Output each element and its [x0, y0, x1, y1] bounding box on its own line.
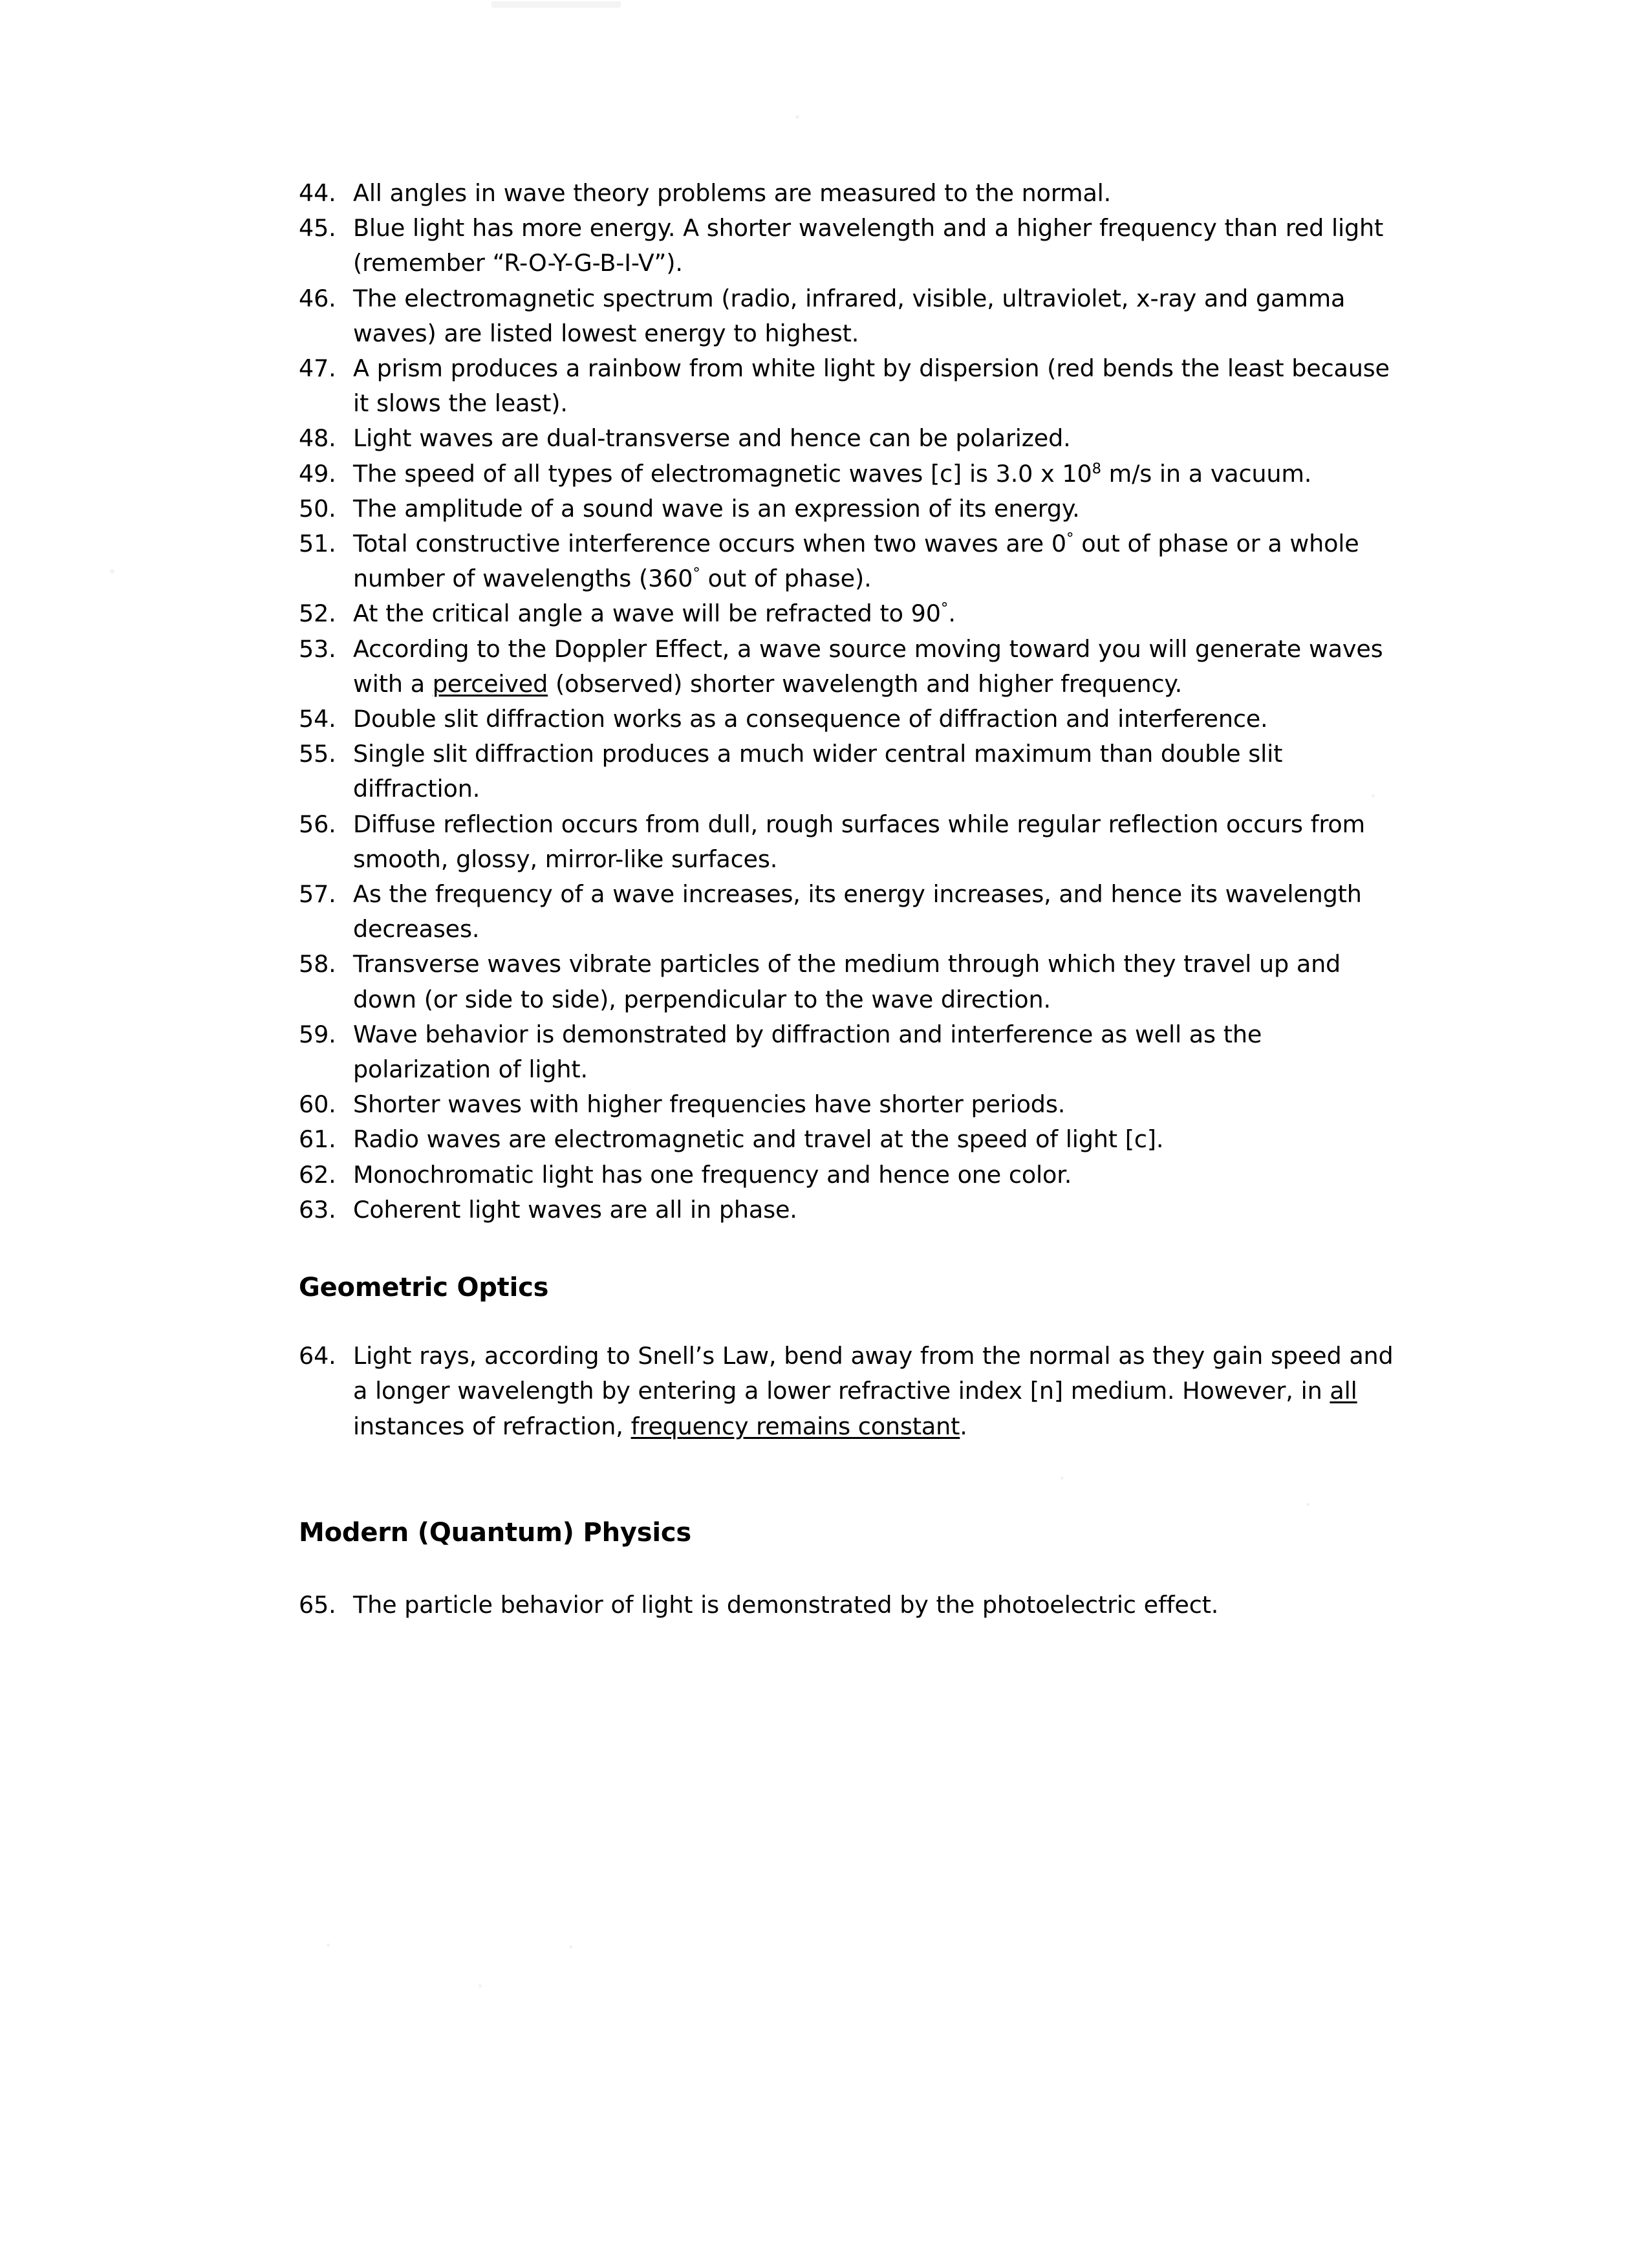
list-item-number: 58. [299, 950, 336, 978]
list-item-text [353, 460, 1311, 488]
list-item [299, 737, 1398, 806]
list-item [299, 351, 1398, 421]
text-run: m/s in a vacuum. [1101, 459, 1312, 488]
list-item [299, 176, 1398, 211]
list-item [299, 1017, 1398, 1087]
list-item-text [353, 285, 1345, 347]
list-item-number: 59. [299, 1020, 336, 1048]
list-item [299, 491, 1398, 526]
text-run: The particle behavior of light is demonstrated by the photoelectric effect. [353, 1590, 1219, 1619]
list-item [299, 632, 1398, 702]
text-run: (observed) shorter wavelength and higher frequency. [548, 669, 1183, 698]
text-run: The amplitude of a sound wave is an expression of its energy. [353, 494, 1080, 523]
list-item-text [353, 495, 1080, 523]
geometric-optics-facts-list [299, 1339, 1398, 1444]
degree-symbol: ° [693, 564, 700, 583]
vertical-spacer [299, 1305, 1398, 1339]
list-item [299, 1087, 1398, 1122]
list-item-text [353, 1090, 1065, 1118]
list-item [299, 457, 1398, 491]
scan-speck [795, 115, 799, 119]
list-item-text [353, 880, 1362, 943]
list-item [299, 702, 1398, 737]
scan-speck [110, 569, 114, 574]
list-item-number: 61. [299, 1125, 336, 1154]
degree-symbol: ° [1066, 528, 1074, 547]
text-run: Shorter waves with higher frequencies have shorter periods. [353, 1090, 1066, 1119]
text-run: Single slit diffraction produces a much wider central maximum than double slit diffraction. [353, 740, 1283, 803]
list-item [299, 947, 1398, 1017]
text-run: A prism produces a rainbow from white light by dispersion (red bends the least because it slows the least). [353, 354, 1390, 418]
list-item-text [353, 424, 1071, 452]
list-item [299, 1158, 1398, 1193]
list-item-number: 64. [299, 1342, 336, 1370]
degree-symbol: ° [940, 599, 949, 618]
list-item [299, 1122, 1398, 1157]
list-item [299, 211, 1398, 281]
text-run: Total constructive interference occurs when two waves are 0 [353, 530, 1066, 558]
text-run: Light waves are dual-transverse and hence can be polarized. [353, 424, 1071, 453]
text-run: The electromagnetic spectrum (radio, infrared, visible, ultraviolet, x-ray and gamma waves) are listed lowest energy to highest. [353, 284, 1346, 347]
vertical-spacer [299, 1227, 1398, 1270]
list-item-number: 53. [299, 634, 336, 663]
list-item-number: 45. [299, 214, 336, 243]
list-item-number: 44. [299, 179, 336, 207]
superscript-exponent: 8 [1092, 460, 1101, 477]
list-item-number: 60. [299, 1090, 336, 1119]
list-item-text [353, 1342, 1394, 1440]
list-item-text [353, 635, 1383, 698]
text-run: Coherent light waves are all in phase. [353, 1195, 797, 1224]
text-run: All angles in wave theory problems are measured to the normal. [353, 179, 1112, 207]
text-run: out of phase or a whole number of wavelengths (360 [353, 530, 1359, 593]
list-item-number: 47. [299, 354, 336, 383]
list-item-number: 62. [299, 1160, 336, 1189]
list-item-number: 48. [299, 424, 336, 453]
list-item-text [353, 1161, 1072, 1189]
list-item-number: 54. [299, 705, 336, 733]
list-item-text [353, 1125, 1163, 1153]
text-run: . [960, 1412, 967, 1440]
list-item [299, 1588, 1398, 1623]
list-item [299, 1339, 1398, 1444]
list-item [299, 1193, 1398, 1227]
scan-speck [479, 1984, 482, 1987]
list-item [299, 807, 1398, 877]
list-item-text [353, 214, 1383, 277]
list-item-text [353, 1196, 797, 1224]
text-run: Light rays, according to Snell’s Law, bend away from the normal as they gain speed and a longer wavelength by entering a lower refractive index [n] medium. However, in [353, 1342, 1394, 1405]
wave-optics-facts-list [299, 176, 1398, 1227]
scan-speck [327, 1943, 330, 1947]
list-item-text [353, 179, 1111, 207]
scan-artifact-top [491, 1, 621, 8]
geometric-optics-heading: Geometric Optics [299, 1273, 549, 1303]
underlined-emphasis: all [1330, 1377, 1357, 1405]
vertical-spacer [299, 1444, 1398, 1515]
text-run: Blue light has more energy. A shorter wavelength and a higher frequency than red light (remember “R-O-Y-G-B-I-V”). [353, 214, 1384, 277]
list-item-number: 63. [299, 1195, 336, 1224]
list-item-text [353, 740, 1282, 803]
text-run: Double slit diffraction works as a consequence of diffraction and interference. [353, 705, 1268, 733]
text-run: The speed of all types of electromagnetic waves [c] is 3.0 x 10 [353, 459, 1092, 488]
text-run: Radio waves are electromagnetic and travel at the speed of light [c]. [353, 1125, 1164, 1154]
vertical-spacer [299, 1550, 1398, 1588]
list-item-number: 56. [299, 810, 336, 838]
underlined-emphasis: perceived [432, 669, 548, 698]
text-run: . [948, 599, 956, 628]
list-item [299, 596, 1398, 631]
list-item-number: 65. [299, 1590, 336, 1619]
text-run: Diffuse reflection occurs from dull, rough surfaces while regular reflection occurs from smooth, glossy, mirror-like surfaces. [353, 810, 1365, 873]
scan-speck [569, 1945, 572, 1949]
list-item [299, 281, 1398, 351]
list-item-number: 57. [299, 880, 336, 909]
list-item-text [353, 599, 956, 627]
list-item-number: 50. [299, 494, 336, 523]
text-run: instances of refraction, [353, 1412, 631, 1440]
list-item-text [353, 1591, 1218, 1619]
text-run: According to the Doppler Effect, a wave source moving toward you will generate waves with a [353, 634, 1383, 698]
text-run: As the frequency of a wave increases, its energy increases, and hence its wavelength decreases. [353, 880, 1362, 944]
list-item-number: 46. [299, 284, 336, 312]
modern-physics-facts-list [299, 1588, 1398, 1623]
underlined-emphasis: frequency remains constant [630, 1412, 960, 1440]
list-item [299, 421, 1398, 456]
list-item [299, 877, 1398, 947]
text-run: Wave behavior is demonstrated by diffraction and interference as well as the polarization of light. [353, 1020, 1262, 1084]
list-item-text [353, 810, 1365, 873]
text-run: Monochromatic light has one frequency and hence one color. [353, 1160, 1072, 1189]
text-run: Transverse waves vibrate particles of the medium through which they travel up and down (or side to side), perpendicular to the wave direction. [353, 950, 1341, 1013]
list-item-text [353, 950, 1341, 1013]
text-run: At the critical angle a wave will be refracted to 90 [353, 599, 941, 628]
list-item-text [353, 354, 1390, 417]
list-item-number: 55. [299, 740, 336, 768]
list-item-number: 52. [299, 599, 336, 628]
text-run: out of phase). [700, 565, 872, 593]
list-item [299, 526, 1398, 596]
list-item-text [353, 705, 1268, 733]
list-item-number: 49. [299, 459, 336, 488]
list-item-text [353, 1021, 1262, 1083]
list-item-number: 51. [299, 530, 336, 558]
document-body [299, 176, 1398, 1623]
list-item-text [353, 530, 1359, 592]
modern-quantum-physics-heading: Modern (Quantum) Physics [299, 1517, 691, 1548]
